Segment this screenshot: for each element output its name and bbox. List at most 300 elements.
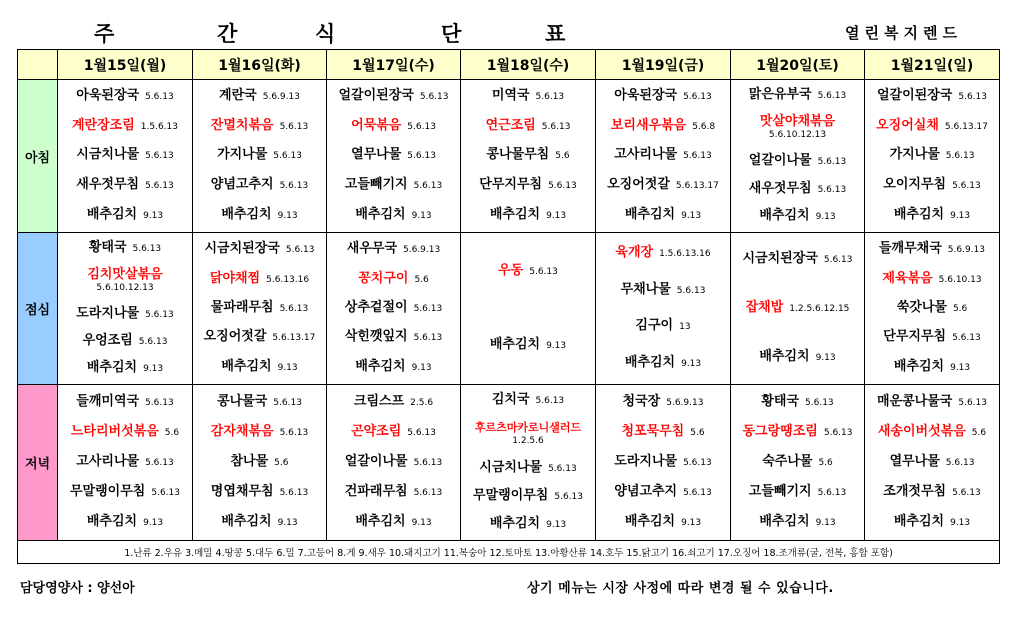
title-char: 단 [441,22,463,46]
menu-item [327,208,460,223]
dish-name: 고사리나물 [76,453,140,469]
menu-cell [58,385,193,541]
dish-name: 잡채밥 [745,300,784,315]
allergen-codes: 9.13 [277,210,298,221]
title-char: 주 [94,22,116,46]
dish-name: 배추김치 [893,206,945,222]
dish-name: 동그랑땡조림 [742,423,818,439]
allergen-codes: 9.13 [411,362,432,373]
dish-name: 단무지무침 [883,329,947,345]
allergen-codes: 5.6.13 [407,427,436,438]
dish-name: 김치국 [491,392,530,408]
allergen-codes: 9.13 [546,210,567,221]
dish-name: 시금치된장국 [204,241,280,257]
menu-item [327,425,460,440]
menu-item [865,425,999,440]
dish-name: 물파래무침 [210,299,274,315]
dish-name: 쑥갓나물 [896,299,947,315]
dish-name: 얼갈이나물 [748,153,812,169]
dish-name: 새우무국 [346,241,397,257]
menu-item [193,485,326,500]
menu-item [193,360,326,375]
menu-cell [865,80,1000,233]
allergen-codes: 5.6 [274,457,289,468]
allergen-codes: 5.6.13 [817,91,847,102]
menu-cell [461,233,596,385]
menu-item [193,330,326,345]
allergen-codes: 5.6.13 [683,488,712,499]
day-header: 1월21일(일) [865,50,1000,80]
dish-name: 배추김치 [489,336,541,352]
dish-name: 연근조림 [485,117,536,133]
allergen-codes: 9.13 [143,210,164,221]
menu-item [731,115,864,142]
dish-name: 콩나물국 [217,393,268,409]
menu-item-list [58,233,192,384]
dish-name: 우엉조림 [82,333,133,348]
menu-item [327,119,460,134]
menu-item [731,301,864,316]
dish-name: 매운콩나물국 [877,393,953,409]
allergen-codes: 5.6.13 [145,92,174,103]
menu-item [327,242,460,257]
menu-item [461,461,595,476]
dish-name: 청국장 [622,393,661,409]
dish-name: 배추김치 [86,206,138,222]
dish-name: 우동 [498,263,524,279]
allergen-codes: 5.6.13 [279,121,309,132]
dish-name: 도라지나물 [76,306,140,321]
dish-name: 제육볶음 [882,270,933,286]
allergen-codes: 5.6.13 [945,151,975,162]
menu-item [193,515,326,530]
allergen-codes: 9.13 [546,340,567,351]
menu-item [461,489,595,504]
dish-name: 후르츠마카로니샐러드 [474,421,582,435]
menu-item [596,119,730,134]
dish-name: 황태국 [761,393,800,409]
allergen-codes: 5.6.13 [413,457,443,468]
menu-item [193,395,326,410]
allergen-codes: 2.5.6 [410,397,434,408]
allergen-codes: 9.13 [411,518,432,529]
menu-item [731,209,864,224]
menu-item [58,241,192,256]
dish-name: 김구이 [635,318,674,334]
allergen-codes: 5.6.13 [413,181,443,192]
menu-cell [731,233,865,385]
dish-name: 열무나물 [351,147,402,163]
menu-item [327,148,460,163]
menu-cell [193,233,327,385]
allergen-codes: 5.6.13 [823,255,853,265]
allergen-codes: 5.6.13 [279,488,309,499]
menu-item [461,264,595,279]
menu-item [865,242,999,257]
allergen-codes: 5.6.8 [692,121,716,132]
menu-item [596,283,730,298]
menu-item [193,425,326,440]
dish-name: 잔멸치볶음 [210,117,274,133]
allergen-codes: 5.6.13 [535,396,565,407]
dish-name: 삭힌깻잎지 [344,329,408,345]
menu-cell [327,385,461,541]
dish-name: 배추김치 [759,514,810,530]
dish-name: 얼갈이된장국 [877,88,953,104]
allergen-codes: 5.6.13.17 [675,181,719,192]
menu-item-list [58,385,192,540]
menu-item [327,360,460,375]
dish-name: 배추김치 [221,358,272,374]
allergen-codes: 5.6.13 [413,488,443,499]
dish-name: 오징어실채 [876,117,939,133]
corner-cell [18,50,58,80]
menu-item-list [461,80,595,232]
dish-name: 들깨미역국 [76,393,140,409]
allergen-codes: 5.6.13 [535,92,565,103]
dish-name: 배추김치 [221,206,272,222]
menu-item-list [865,233,999,384]
allergen-codes: 5.6.13 [548,181,577,192]
menu-item [461,148,595,163]
day-header: 1월17일(수) [327,50,461,80]
meal-row-lunch [18,233,1000,385]
menu-item [865,119,999,134]
menu-item [193,119,326,134]
dish-name: 고사리나물 [614,147,678,163]
allergen-codes: 9.13 [815,353,836,363]
dish-name: 오징어젓갈 [607,177,670,193]
menu-cell [596,385,731,541]
menu-item [461,338,595,353]
dish-name: 어묵볶음 [351,117,402,133]
allergen-codes: 9.13 [815,211,836,222]
allergen-codes: 9.13 [143,518,164,529]
menu-item [865,208,999,223]
allergen-codes: 5.6.13 [548,463,577,474]
dish-name: 명엽채무침 [210,484,274,500]
allergen-codes: 9.13 [681,518,702,529]
menu-item-list [731,80,864,232]
allergen-codes: 5.6 [952,303,968,314]
dish-name: 시금치된장국 [742,251,818,266]
allergen-codes: 5.6.13 [413,303,443,314]
allergen-codes: 5.6.13 [407,151,436,162]
dish-name: 양념고추지 [614,484,678,500]
allergen-codes: 5.6.13 [683,151,712,162]
dish-name: 도라지나물 [614,453,678,469]
menu-item [58,148,192,163]
menu-item [58,515,192,530]
menu-item [865,148,999,163]
allergen-codes: 1.2.5.6.12.15 [789,304,850,314]
menu-item [58,307,192,322]
allergen-codes: 5.6.10.12.13 [768,130,827,141]
allergen-codes: 5.6.13 [273,151,302,162]
allergen-codes: 13 [679,322,691,333]
allergen-codes: 5.6.13 [676,285,706,296]
meal-label-lunch: 점심 [18,233,58,385]
allergen-codes: 5.6.13 [958,92,987,103]
menu-item [327,272,460,287]
menu-item [58,425,192,440]
menu-item [461,393,595,408]
menu-item-list [596,80,730,232]
menu-item [731,88,864,103]
menu-item [596,319,730,334]
dietitian-label: 담당영양사 : 양선아 [20,581,135,596]
allergen-codes: 5.6 [818,457,833,468]
allergen-codes: 5.6.13 [285,245,315,256]
day-header-row [18,50,1000,80]
dish-name: 단무지무침 [479,177,543,193]
dish-name: 배추김치 [221,514,272,530]
allergen-legend: 1.난류 2.우유 3.메밀 4.땅콩 5.대두 6.밀 7.고등어 8.게 9.새우 10.돼지고기 11.복숭아 12.토마토 13.아황산류 14.호두 15.닭고기 16.쇠고기 17.오징어 18.조개류(굴, 전복, 홍합 포함) [18,541,1000,564]
dish-name: 열무나물 [889,453,940,469]
allergen-codes: 5.6.13 [279,181,309,192]
menu-item [193,148,326,163]
allergen-codes: 5.6.10.13 [938,274,982,285]
allergen-codes: 5.6.13.17 [944,121,988,132]
allergen-codes: 5.6.13 [683,92,712,103]
menu-item [865,360,999,375]
dish-name: 시금치나물 [479,459,543,475]
menu-item-list [58,80,192,232]
meal-label-breakfast: 아침 [18,80,58,233]
menu-item [461,517,595,532]
allergen-codes: 5.6.13 [145,310,174,320]
dish-name: 청포묵무침 [621,423,685,439]
menu-item [596,485,730,500]
dish-name: 크림스프 [353,393,405,409]
menu-item [193,455,326,470]
menu-item-list [193,80,326,232]
menu-item [865,455,999,470]
allergen-codes: 9.13 [950,518,971,529]
menu-item [596,425,730,440]
allergen-codes: 5.6.13 [151,488,180,499]
menu-item [865,301,999,316]
dish-name: 오이지무침 [883,177,947,193]
dish-name: 시금치나물 [76,147,140,163]
dish-name: 곤약조림 [351,423,402,439]
menu-item [596,356,730,371]
allergen-codes: 5.6.13 [817,157,847,168]
dish-name: 배추김치 [624,514,676,530]
dish-name: 배추김치 [86,360,138,375]
allergen-codes: 5.6 [971,427,987,438]
allergen-codes: 5.6.13 [145,397,174,408]
menu-cell [58,80,193,233]
dish-name: 무말랭이무침 [70,484,146,500]
dish-name: 느타리버섯볶음 [70,423,159,439]
menu-cell [58,233,193,385]
menu-cell [731,385,865,541]
allergen-codes: 9.13 [277,518,298,529]
menu-item [596,178,730,193]
dish-name: 감자채볶음 [210,423,274,439]
menu-item [596,395,730,410]
dish-name: 배추김치 [893,514,945,530]
menu-item [596,246,730,261]
menu-item [58,361,192,376]
menu-cell [865,385,1000,541]
dish-name: 육개장 [615,244,654,260]
dish-name: 닭야채찜 [209,270,261,286]
allergen-codes: 9.13 [950,210,971,221]
menu-item [327,89,460,104]
dish-name: 맛살야채볶음 [759,114,836,130]
allergen-codes: 5.6.13 [132,244,162,254]
dish-name: 보리새우볶음 [610,117,687,133]
allergen-codes: 9.13 [546,519,567,530]
allergen-codes: 5.6.13 [952,488,981,499]
menu-item [327,330,460,345]
menu-item [865,89,999,104]
allergen-codes: 5.6.10.12.13 [96,283,154,293]
menu-item [596,455,730,470]
allergen-codes: 5.6.13 [958,397,987,408]
dish-name: 아욱된장국 [76,88,140,104]
allergen-codes: 5.6.9.13 [403,245,441,256]
allergen-codes: 1.5.6.13.16 [659,248,711,259]
menu-item [596,148,730,163]
dish-name: 가지나물 [889,147,940,163]
menu-item [596,89,730,104]
allergen-codes: 9.13 [815,518,836,529]
allergen-codes: 1.5.6.13 [140,121,178,132]
dish-name: 배추김치 [624,206,676,222]
allergen-codes: 5.6.13 [145,181,174,192]
dish-name: 고들빼기지 [344,177,408,193]
menu-item [731,455,864,470]
menu-item [193,89,326,104]
day-header: 1월16일(화) [193,50,327,80]
menu-item [193,208,326,223]
dish-name: 새우젓무침 [76,177,140,193]
allergen-codes: 9.13 [411,210,432,221]
allergen-codes: 5.6.13 [407,121,436,132]
dish-name: 배추김치 [355,206,406,222]
menu-cell [461,80,596,233]
menu-item [327,485,460,500]
menu-item [865,485,999,500]
allergen-codes: 5.6.13 [805,397,834,408]
menu-item-list [596,385,730,540]
dish-name: 조개젓무침 [883,484,947,500]
dish-name: 황태국 [88,240,127,255]
title-char: 표 [545,22,567,46]
menu-item [731,252,864,267]
menu-item [327,515,460,530]
menu-item [461,421,595,448]
dish-name: 새송이버섯볶음 [877,423,966,439]
allergen-codes: 9.13 [950,362,971,373]
menu-item [461,119,595,134]
menu-cell [327,233,461,385]
day-header: 1월15일(월) [58,50,193,80]
allergen-codes: 5.6.13 [823,427,853,438]
menu-item [865,178,999,193]
dish-name: 무말랭이무침 [473,487,549,503]
allergen-codes: 5.6.13.17 [272,333,316,344]
menu-item [596,515,730,530]
menu-item-list [731,385,864,540]
allergen-codes: 5.6.13 [817,184,847,195]
allergen-codes: 5.6.13 [952,181,981,192]
allergen-codes: 5.6.13 [945,457,975,468]
menu-item [865,330,999,345]
allergen-codes: 5.6.13 [145,151,174,162]
menu-cell [193,385,327,541]
dish-name: 가지나물 [217,147,268,163]
allergen-legend-row [18,541,1000,564]
allergen-codes: 5.6.13 [541,121,571,132]
dish-name: 꽁치구이 [358,270,409,286]
dish-name: 얼갈이나물 [344,453,408,469]
allergen-codes: 5.6.13 [279,427,309,438]
dish-name: 배추김치 [893,358,945,374]
menu-item [58,334,192,349]
dish-name: 배추김치 [489,515,541,531]
menu-item [327,455,460,470]
dish-name: 상추겉절이 [344,299,408,315]
dish-name: 고들빼기지 [748,484,812,500]
dish-name: 배추김치 [759,349,810,364]
menu-item-list [193,233,326,384]
menu-item [461,208,595,223]
allergen-codes: 5.6.13.16 [266,274,310,285]
menu-item [731,515,864,530]
dish-name: 참나물 [230,453,269,469]
page-title [0,18,640,48]
menu-item [461,89,595,104]
allergen-codes: 1.2.5.6 [512,436,544,447]
menu-item [327,301,460,316]
menu-item [58,178,192,193]
title-char: 간 [217,22,239,46]
menu-item-list [731,233,864,384]
menu-item [58,485,192,500]
menu-cell [461,385,596,541]
allergen-codes: 5.6.13 [817,488,847,499]
allergen-codes: 5.6.13 [273,397,302,408]
menu-item-list [461,233,595,384]
dish-name: 김치맛살볶음 [87,267,163,282]
menu-item [461,178,595,193]
day-header: 1월20일(토) [731,50,865,80]
allergen-codes: 5.6.9.13 [947,245,985,256]
allergen-codes: 5.6.13 [419,92,449,103]
menu-item-list [865,385,999,540]
menu-cell [327,80,461,233]
dish-name: 무채나물 [620,281,671,297]
dish-name: 배추김치 [355,514,406,530]
menu-item [731,425,864,440]
menu-item [731,182,864,197]
menu-item-list [596,233,730,384]
title-char: 식 [315,22,337,46]
dish-name: 배추김치 [489,206,541,222]
allergen-codes: 5.6.13 [413,333,443,344]
menu-cell [865,233,1000,385]
menu-item-list [327,233,460,384]
allergen-codes: 5.6.9.13 [666,397,704,408]
menu-item [58,119,192,134]
menu-item [193,242,326,257]
allergen-codes: 9.13 [277,362,298,373]
dish-name: 계란장조림 [71,117,135,133]
